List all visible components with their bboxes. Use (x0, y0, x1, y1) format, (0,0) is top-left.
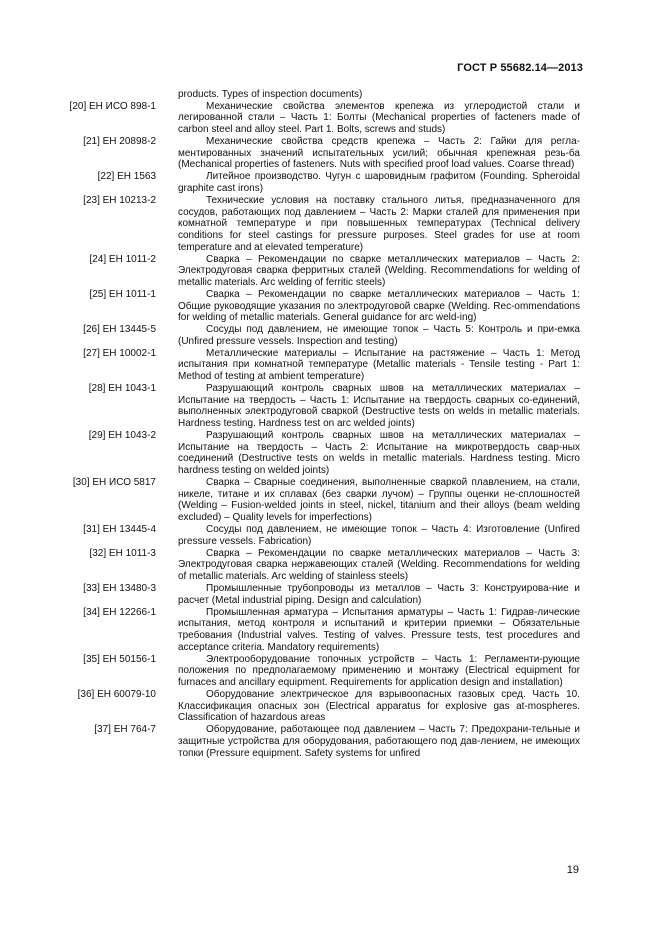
reference-item (60, 383, 580, 430)
reference-item (60, 548, 580, 583)
reference-item (60, 583, 580, 606)
reference-item (60, 689, 580, 724)
reference-label: [22] ЕН 1563 (97, 171, 156, 183)
reference-label: [24] ЕН 1011-2 (89, 253, 156, 265)
reference-list (60, 89, 580, 759)
reference-label: [33] ЕН 13480-3 (83, 582, 156, 594)
reference-text: Оборудование электрическое для взрывоопасных газовых сред. Часть 10. Классификация опасных зон (Electrical apparatus for explosive gas at-mospheres. Classification of hazardous areas (178, 688, 580, 724)
reference-text: Сварка – Сварные соединения, выполненные сваркой плавлением, на стали, никеле, титане и их сплавах (без сварки лучом) – Группы оценки не-сплошностей (Welding – Fusion-welded joints in steel, nickel, titanium and their alloys (beam welding excluded) – Quality levels for imperfections) (178, 477, 580, 524)
reference-item (60, 101, 580, 136)
reference-label: [32] ЕН 1011-3 (89, 547, 156, 559)
reference-label: [36] ЕН 60079-10 (77, 688, 156, 700)
reference-label: [27] ЕН 10002-1 (83, 347, 156, 359)
reference-item (60, 724, 580, 759)
reference-text: Механические свойства средств крепежа – Часть 2: Гайки для регла-ментированных значений испытательных усилий; обычная крепежная резь-ба (Mechanical properties of fasteners. Nuts with specified proof load values. Coarse thread) (178, 136, 580, 171)
reference-text: Технические условия на поставку стального литья, предназначенного для сосудов, работающих под давлением – Часть 2: Марки сталей для применения при комнатной температуре и при повышенных температурах (Technical delivery conditions for steel castings for pressure purposes. Steel grades for use at room temperature and at elevated temperature) (178, 194, 580, 253)
reference-text: Сварка – Рекомендации по сварке металлических материалов – Часть 2: Электродуговая сварка ферритных сталей (Welding. Recommendations for welding of metallic materials. Arc welding of ferritic steels) (178, 253, 580, 288)
reference-item (60, 654, 580, 689)
reference-item (60, 289, 580, 324)
reference-text: Сосуды под давлением, не имеющие топок – Часть 5: Контроль и при-емка (Unfired pressure vessels. Inspection and testing) (178, 324, 580, 347)
reference-item (60, 430, 580, 477)
reference-text: Промышленная арматура – Испытания арматуры – Часть 1: Гидрав-лические испытания, метод контроля и испытаний и критерии приемки – Обязательные требования (Industrial valves. Testing of valves. Pressure tests, test procedures and acceptance criteria. Mandatory requirements) (178, 606, 580, 653)
reference-text: Оборудование, работающее под давлением – Часть 7: Предохрани-тельные и защитные устройства для оборудования, работающего под дав-лением, не имеющих топки (Pressure equipment. Safety systems for unfired (178, 724, 580, 759)
reference-text: Сварка – Рекомендации по сварке металлических материалов – Часть 1: Общие руководящие указания по электродуговой сварке (Welding. Rec-ommendations for welding of metallic materials. General guidance for arc weld-ing) (178, 288, 580, 324)
reference-text: Разрушающий контроль сварных швов на металлических материалах – Испытание на твердость – Часть 1: Испытание на твердость сварных со-единений, выполненных электродуговой сваркой (Destructive tests on welds in metallic materials. Hardness testing. Hardness test on arc welded joints) (178, 383, 580, 430)
continuation-text: products. Types of inspection documents) (178, 89, 363, 100)
reference-text: Промышленные трубопроводы из металлов – Часть 3: Конструирова-ние и расчет (Metal industrial piping. Design and calculation) (178, 582, 580, 606)
reference-label: [25] ЕН 1011-1 (89, 288, 156, 300)
reference-item (60, 348, 580, 383)
document-header: ГОСТ Р 55682.14—2013 (457, 62, 583, 74)
reference-text: Металлические материалы – Испытание на растяжение – Часть 1: Метод испытания при комнатной температуре (Metallic materials - Tensile testing - Part 1: Method of testing at ambient temperature) (178, 347, 580, 383)
page-number: 19 (566, 864, 579, 876)
reference-text: Сварка – Рекомендации по сварке металлических материалов – Часть 3: Электродуговая сварка нержавеющих сталей (Welding. Recommendations for welding of metallic materials. Arc welding of stainless steels) (178, 547, 580, 583)
reference-label: [34] ЕН 12266-1 (83, 606, 156, 618)
reference-item (60, 195, 580, 254)
reference-label: [29] ЕН 1043-2 (88, 430, 156, 442)
reference-label: [20] ЕН ИСО 898-1 (69, 100, 156, 112)
reference-item (60, 607, 580, 654)
reference-label: [37] ЕН 764-7 (94, 724, 156, 736)
reference-item (60, 324, 580, 347)
reference-item (60, 136, 580, 171)
reference-label: [21] ЕН 20898-2 (83, 136, 156, 147)
reference-item (60, 477, 580, 524)
reference-label: [31] ЕН 13445-4 (83, 524, 156, 536)
reference-item (60, 171, 580, 194)
reference-item (60, 524, 580, 547)
reference-text: Механические свойства элементов крепежа из углеродистой стали и легированной стали – Часть 1: Болты (Mechanical properties of facteners made of carbon steel and alloy steel. Part 1. Bolts, screws and studs) (178, 100, 580, 136)
reference-label: [28] ЕН 1043-1 (88, 383, 156, 395)
reference-label: [30] ЕН ИСО 5817 (72, 477, 156, 489)
reference-text: Сосуды под давлением, не имеющие топок – Часть 4: Изготовление (Unfired pressure vessels. Fabrication) (178, 524, 580, 547)
reference-text: Разрушающий контроль сварных швов на металлических материалах – Испытание на твердость – Часть 2: Испытание на микротвердость свар-ных соединений (Destructive tests on welds in metallic materials. Hardness testing. Micro hardness testing on welded joints) (178, 430, 580, 477)
reference-label: [23] ЕН 10213-2 (83, 194, 156, 206)
reference-label: [26] ЕН 13445-5 (83, 324, 156, 336)
reference-item (60, 254, 580, 289)
reference-label: [35] ЕН 50156-1 (83, 653, 156, 665)
reference-text: Литейное производство. Чугун с шаровидным графитом (Founding. Spheroidal graphite cast irons) (178, 171, 580, 194)
reference-text: Электрооборудование топочных устройств – Часть 1: Регламенти-рующие положения по предполагаемому применению и монтажу (Electrical equipment for furnaces and ancillary equipment. Requirements for application design and installation) (178, 653, 580, 688)
